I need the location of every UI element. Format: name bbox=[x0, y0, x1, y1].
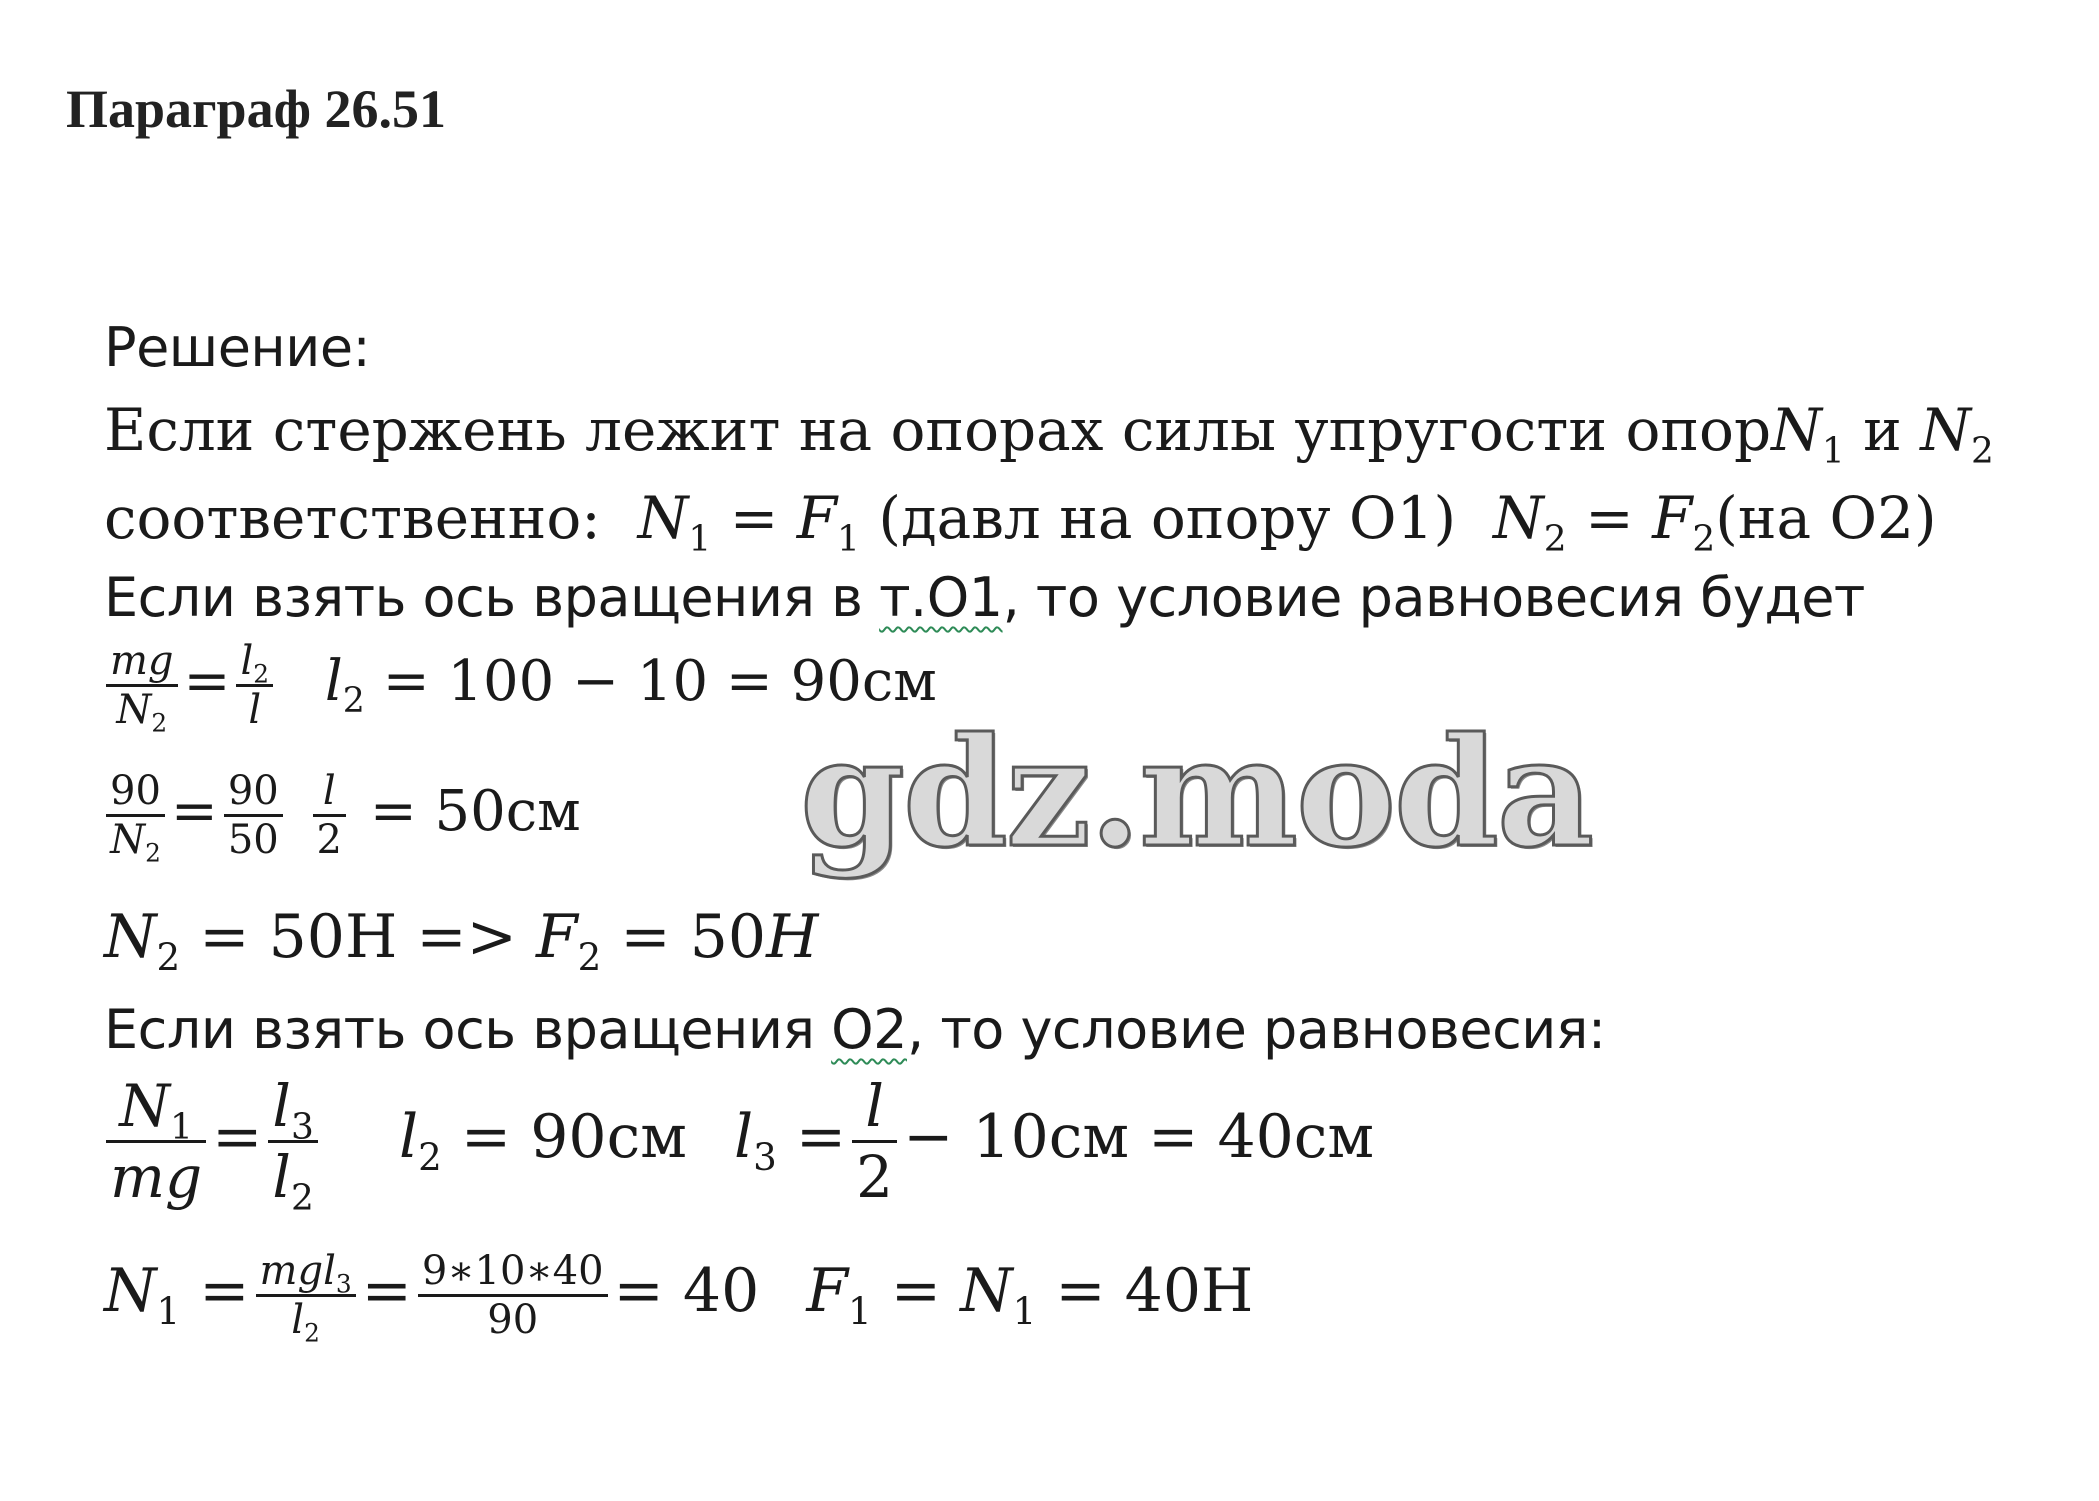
equation-3: $N_2 = 50Н => F_2 = 50H$ bbox=[104, 902, 819, 980]
equation-1: $\frac{mg}{N_2}$ = $\frac{l_2}{l}$ $l_2 = 100 - 10 = 90см$ bbox=[100, 638, 937, 733]
equation-2: $\frac{90}{N_2}$ = $\frac{90}{50}$ $\frac{l}{2}$ = 50см bbox=[100, 768, 581, 863]
equation-4-value-a: = 90см bbox=[460, 1102, 687, 1173]
equation-2-value: = 50см bbox=[369, 779, 581, 844]
axis-o2-condition: , то условие равновесия: bbox=[906, 998, 1606, 1061]
point-o1: т.О1 bbox=[879, 566, 1003, 629]
equation-3-end: = 50 bbox=[620, 902, 767, 972]
axis-o1-text: Если взять ось вращения в bbox=[104, 566, 880, 629]
equation-4-value-b: − 10см = 40см bbox=[903, 1102, 1375, 1173]
note-pressure-o1: (давл на опору О1) bbox=[878, 484, 1457, 552]
equation-5-value: = 40 bbox=[613, 1256, 760, 1327]
fraction-l-2-b: $\frac{l}{2}$ bbox=[852, 1072, 897, 1211]
point-o2: О2 bbox=[831, 998, 907, 1061]
fraction-90-50: $\frac{90}{50}$ bbox=[224, 768, 283, 863]
text-axis-o1 bbox=[104, 566, 1865, 629]
solution-heading: Решение: bbox=[104, 316, 371, 379]
axis-o1-condition: , то условие равновесия будет bbox=[1002, 566, 1865, 629]
text-line-supports: Если стержень лежит на опорах силы упругости опорN$_1$ и $N_2$ bbox=[104, 396, 1994, 472]
equation-1-value: = 100 − 10 = 90см bbox=[382, 649, 937, 714]
text-line-respectively: соответственно: $N_1 = F_1$ (давл на опору О1) $N_2 = F_2(на$ О2) bbox=[104, 484, 1937, 560]
fraction-mgl3-l2: $\frac{mgl_3}{l_2}$ bbox=[256, 1248, 356, 1343]
watermark: gdz.moda bbox=[800, 705, 1593, 881]
fraction-mg-n2: $\frac{mg}{N_2}$ bbox=[106, 638, 178, 733]
fraction-l-2: $\frac{l}{2}$ bbox=[313, 768, 346, 863]
equation-5-end: = 40Н bbox=[1055, 1256, 1254, 1327]
note-o2: (на О2) bbox=[1715, 484, 1937, 552]
equation-4: $\frac{N_1}{mg}$ = $\frac{l_3}{l_2}$ $l_2 = 90см$ $l_3$ = $\frac{l}{2}$ − 10см = 40см bbox=[100, 1072, 1374, 1211]
text-axis-o2 bbox=[104, 998, 1606, 1061]
page-title: Параграф 26.51 bbox=[66, 79, 446, 139]
fraction-l2-l: $\frac{l_2}{l}$ bbox=[236, 638, 273, 733]
fraction-90-n2: $\frac{90}{N_2}$ bbox=[106, 768, 165, 863]
equation-5: $N_1$ = $\frac{mgl_3}{l_2}$ = $\frac{9∗10∗40}{90}$ = 40 $F_1 = N_1 = 40Н$ bbox=[104, 1248, 1254, 1348]
equation-3-value: = 50Н => bbox=[199, 902, 517, 972]
fraction-numeric: $\frac{9∗10∗40}{90}$ bbox=[418, 1248, 608, 1343]
supports-text: Если стержень лежит на опорах силы упругости опор bbox=[104, 396, 1772, 464]
respectively-text: соответственно: bbox=[104, 484, 601, 552]
fraction-l3-l2: $\frac{l_3}{l_2}$ bbox=[268, 1072, 317, 1211]
axis-o2-text: Если взять ось вращения bbox=[104, 998, 832, 1061]
fraction-n1-mg: $\frac{N_1}{mg}$ bbox=[106, 1072, 206, 1211]
